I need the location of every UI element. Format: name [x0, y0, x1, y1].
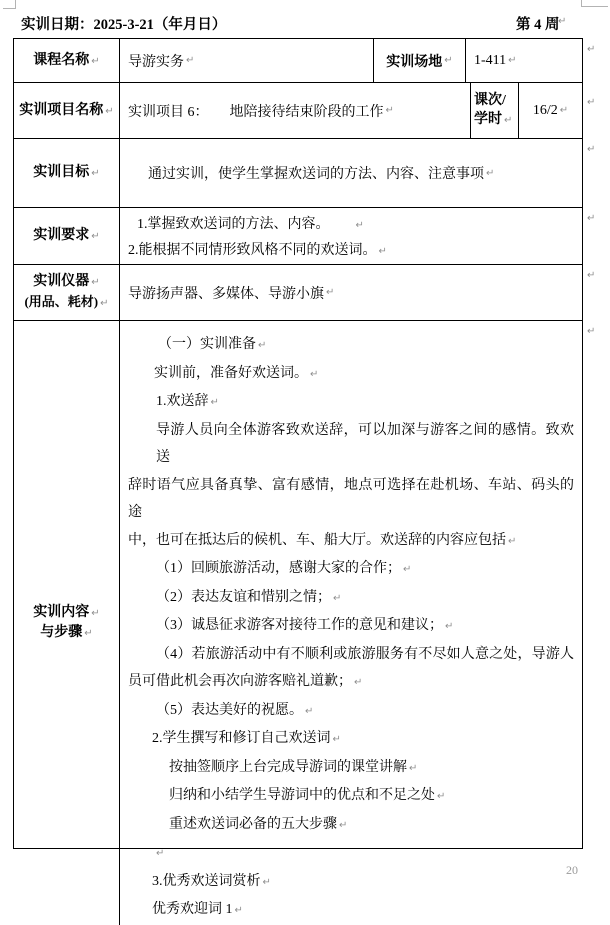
- cell-end-mark: ↵: [508, 55, 517, 66]
- paragraph-mark: ↵: [305, 705, 314, 717]
- cell-end-mark: ↵: [186, 55, 195, 66]
- equipment-value-cell: [120, 265, 582, 320]
- cell-end-mark: ↵: [504, 115, 513, 126]
- content-line: （3）诚恳征求游客对接待工作的意见和建议； ↵: [156, 618, 454, 633]
- content-line: 辞时语气应具备真挚、富有感情，地点可选择在赴机场、车站、码头的途: [128, 477, 574, 520]
- course-name-value-cell: [120, 39, 374, 82]
- paragraph-mark: ↵: [354, 677, 363, 688]
- row-end-mark: ↵: [587, 213, 596, 224]
- content-line: 1.欢送辞 ↵: [156, 394, 219, 409]
- table-row-project: [14, 83, 582, 139]
- cell-end-mark: ↵: [91, 55, 100, 67]
- content-line: 员可借此机会再次向游客赔礼道歉； ↵: [128, 674, 363, 689]
- objective-label-cell: [14, 139, 120, 207]
- cell-end-mark: ↵: [355, 220, 364, 231]
- cell-end-mark: ↵: [84, 627, 93, 639]
- paragraph-mark: ↵: [332, 734, 341, 745]
- venue-value: 1-411: [474, 52, 507, 68]
- content-line: 中，也可在抵达后的候机、车、船大厅。欢送辞的内容应包括 ↵: [128, 532, 517, 548]
- paragraph-mark: ↵: [210, 397, 219, 408]
- session-hours-label-line2: 学时: [474, 112, 502, 127]
- row-end-mark: ↵: [587, 144, 596, 155]
- requirements-label-cell: [14, 208, 120, 264]
- content-line: 3.优秀欢送词赏析 ↵: [152, 873, 271, 889]
- table-row-equipment: [14, 265, 582, 321]
- cell-end-mark: ↵: [105, 105, 114, 117]
- content-line: （2）表达友谊和惜别之情； ↵: [156, 589, 342, 605]
- requirements-label: 实训要求: [33, 228, 90, 243]
- requirement-item: 2.能根据不同情形致风格不同的欢送词。 ↵: [128, 243, 387, 258]
- content-line: 2.学生撰写和修订自己欢送词 ↵: [152, 731, 341, 746]
- row-end-mark: ↵: [587, 270, 596, 281]
- paragraph-mark: ↵: [508, 535, 517, 547]
- table-row-content-steps: [14, 321, 582, 925]
- cell-end-mark: ↵: [378, 246, 387, 257]
- paragraph-mark: ↵: [437, 791, 446, 802]
- paragraph-mark: ↵: [445, 621, 454, 632]
- requirements-value-cell: [120, 208, 582, 264]
- paragraph-mark: ↵: [310, 368, 319, 380]
- venue-label: 实训场地: [386, 54, 443, 70]
- table-row-objective: [14, 139, 582, 208]
- table-row-requirements: [14, 208, 582, 265]
- content-line: （1）回顾旅游活动，感谢大家的合作； ↵: [156, 561, 412, 576]
- equipment-label-line1: 实训仪器: [33, 274, 90, 289]
- training-date-heading: 实训日期：2025-3-21（年月日）: [21, 17, 227, 33]
- paragraph-mark: ↵: [262, 876, 271, 888]
- cell-end-mark: ↵: [486, 167, 495, 179]
- venue-value-cell: [466, 39, 582, 82]
- project-name-value-cell: [120, 83, 471, 138]
- paragraph-mark: ↵: [234, 905, 243, 916]
- content-line: （4）若旅游活动中有不顺利或旅游服务有不尽如人意之处，导游人: [156, 646, 574, 662]
- cell-end-mark: ↵: [444, 55, 453, 66]
- week-number-label: 第 4 周: [516, 17, 560, 33]
- objective-value: 通过实训，使学生掌握欢送词的方法、内容、注意事项: [148, 167, 484, 182]
- page-number: 20: [566, 863, 578, 877]
- project-name-value: 实训项目 6： 地陪接待结束阶段的工作: [128, 104, 384, 120]
- content-line: 导游人员向全体游客致欢送辞，可以加深与游客之间的感情。致欢送: [156, 422, 574, 465]
- paragraph-mark: ↵: [403, 564, 412, 575]
- content-line: [128, 839, 574, 868]
- content-line: （5）表达美好的祝愿。 ↵: [156, 702, 314, 718]
- equipment-label-cell: [14, 265, 120, 320]
- objective-value-cell: [120, 139, 582, 207]
- paragraph-mark: ↵: [333, 592, 342, 604]
- paragraph-mark: ↵: [339, 819, 348, 831]
- cell-end-mark: ↵: [559, 105, 569, 116]
- session-hours-value: 16/2: [532, 102, 558, 118]
- content-steps-value-cell: [120, 321, 582, 925]
- content-steps-label-line2: 与步骤: [40, 624, 83, 640]
- session-hours-value-cell: [519, 83, 582, 138]
- requirement-item: 1.掌握致欢送词的方法、内容。 ↵: [137, 217, 364, 232]
- content-line: 实训前，准备好欢送词。 ↵: [154, 365, 319, 381]
- course-name-value: 导游实务: [128, 54, 184, 70]
- equipment-label-line2: (用品、耗材): [24, 294, 99, 309]
- cell-end-mark: ↵: [100, 298, 109, 309]
- content-line: 按抽签顺序上台完成导游词的课堂讲解 ↵: [169, 759, 418, 775]
- table-row-course: [14, 39, 582, 83]
- content-line: 重述欢送词必备的五大步骤 ↵: [169, 816, 348, 832]
- content-line: 归纳和小结学生导游词中的优点和不足之处 ↵: [169, 788, 446, 803]
- content-line: 优秀欢迎词 1 ↵: [152, 902, 243, 917]
- objective-label: 实训目标: [33, 165, 90, 180]
- venue-label-cell: [374, 39, 466, 82]
- cell-end-mark: ↵: [91, 607, 100, 619]
- project-name-label: 实训项目名称: [19, 102, 104, 118]
- course-name-label-cell: [14, 39, 120, 82]
- cell-end-mark: ↵: [326, 287, 335, 298]
- row-end-mark: ↵: [587, 326, 596, 337]
- paragraph-mark: ↵: [409, 762, 418, 774]
- cell-end-mark: ↵: [91, 231, 100, 242]
- cell-end-mark: ↵: [91, 168, 100, 179]
- row-end-mark: ↵: [587, 44, 596, 55]
- cell-end-mark: ↵: [385, 105, 394, 116]
- row-end-mark: ↵: [587, 97, 596, 108]
- page-margin-corner-mark-right: [581, 0, 608, 7]
- content-steps-label-line1: 实训内容: [33, 604, 90, 620]
- page-margin-corner-mark-left: [3, 0, 16, 9]
- content-line: （一）实训准备 ↵: [158, 337, 267, 352]
- session-hours-label-line1: 课次/: [474, 93, 506, 108]
- session-hours-label-cell: [471, 83, 519, 138]
- project-name-label-cell: [14, 83, 120, 138]
- content-steps-label-cell: [14, 321, 120, 925]
- equipment-value: 导游扬声器、多媒体、导游小旗: [128, 286, 324, 302]
- paragraph-mark: ↵: [156, 848, 165, 859]
- course-name-label: 课程名称: [33, 52, 90, 68]
- paragraph-mark: ↵: [258, 340, 267, 351]
- paragraph-mark: ↵: [558, 16, 567, 27]
- cell-end-mark: ↵: [91, 277, 100, 288]
